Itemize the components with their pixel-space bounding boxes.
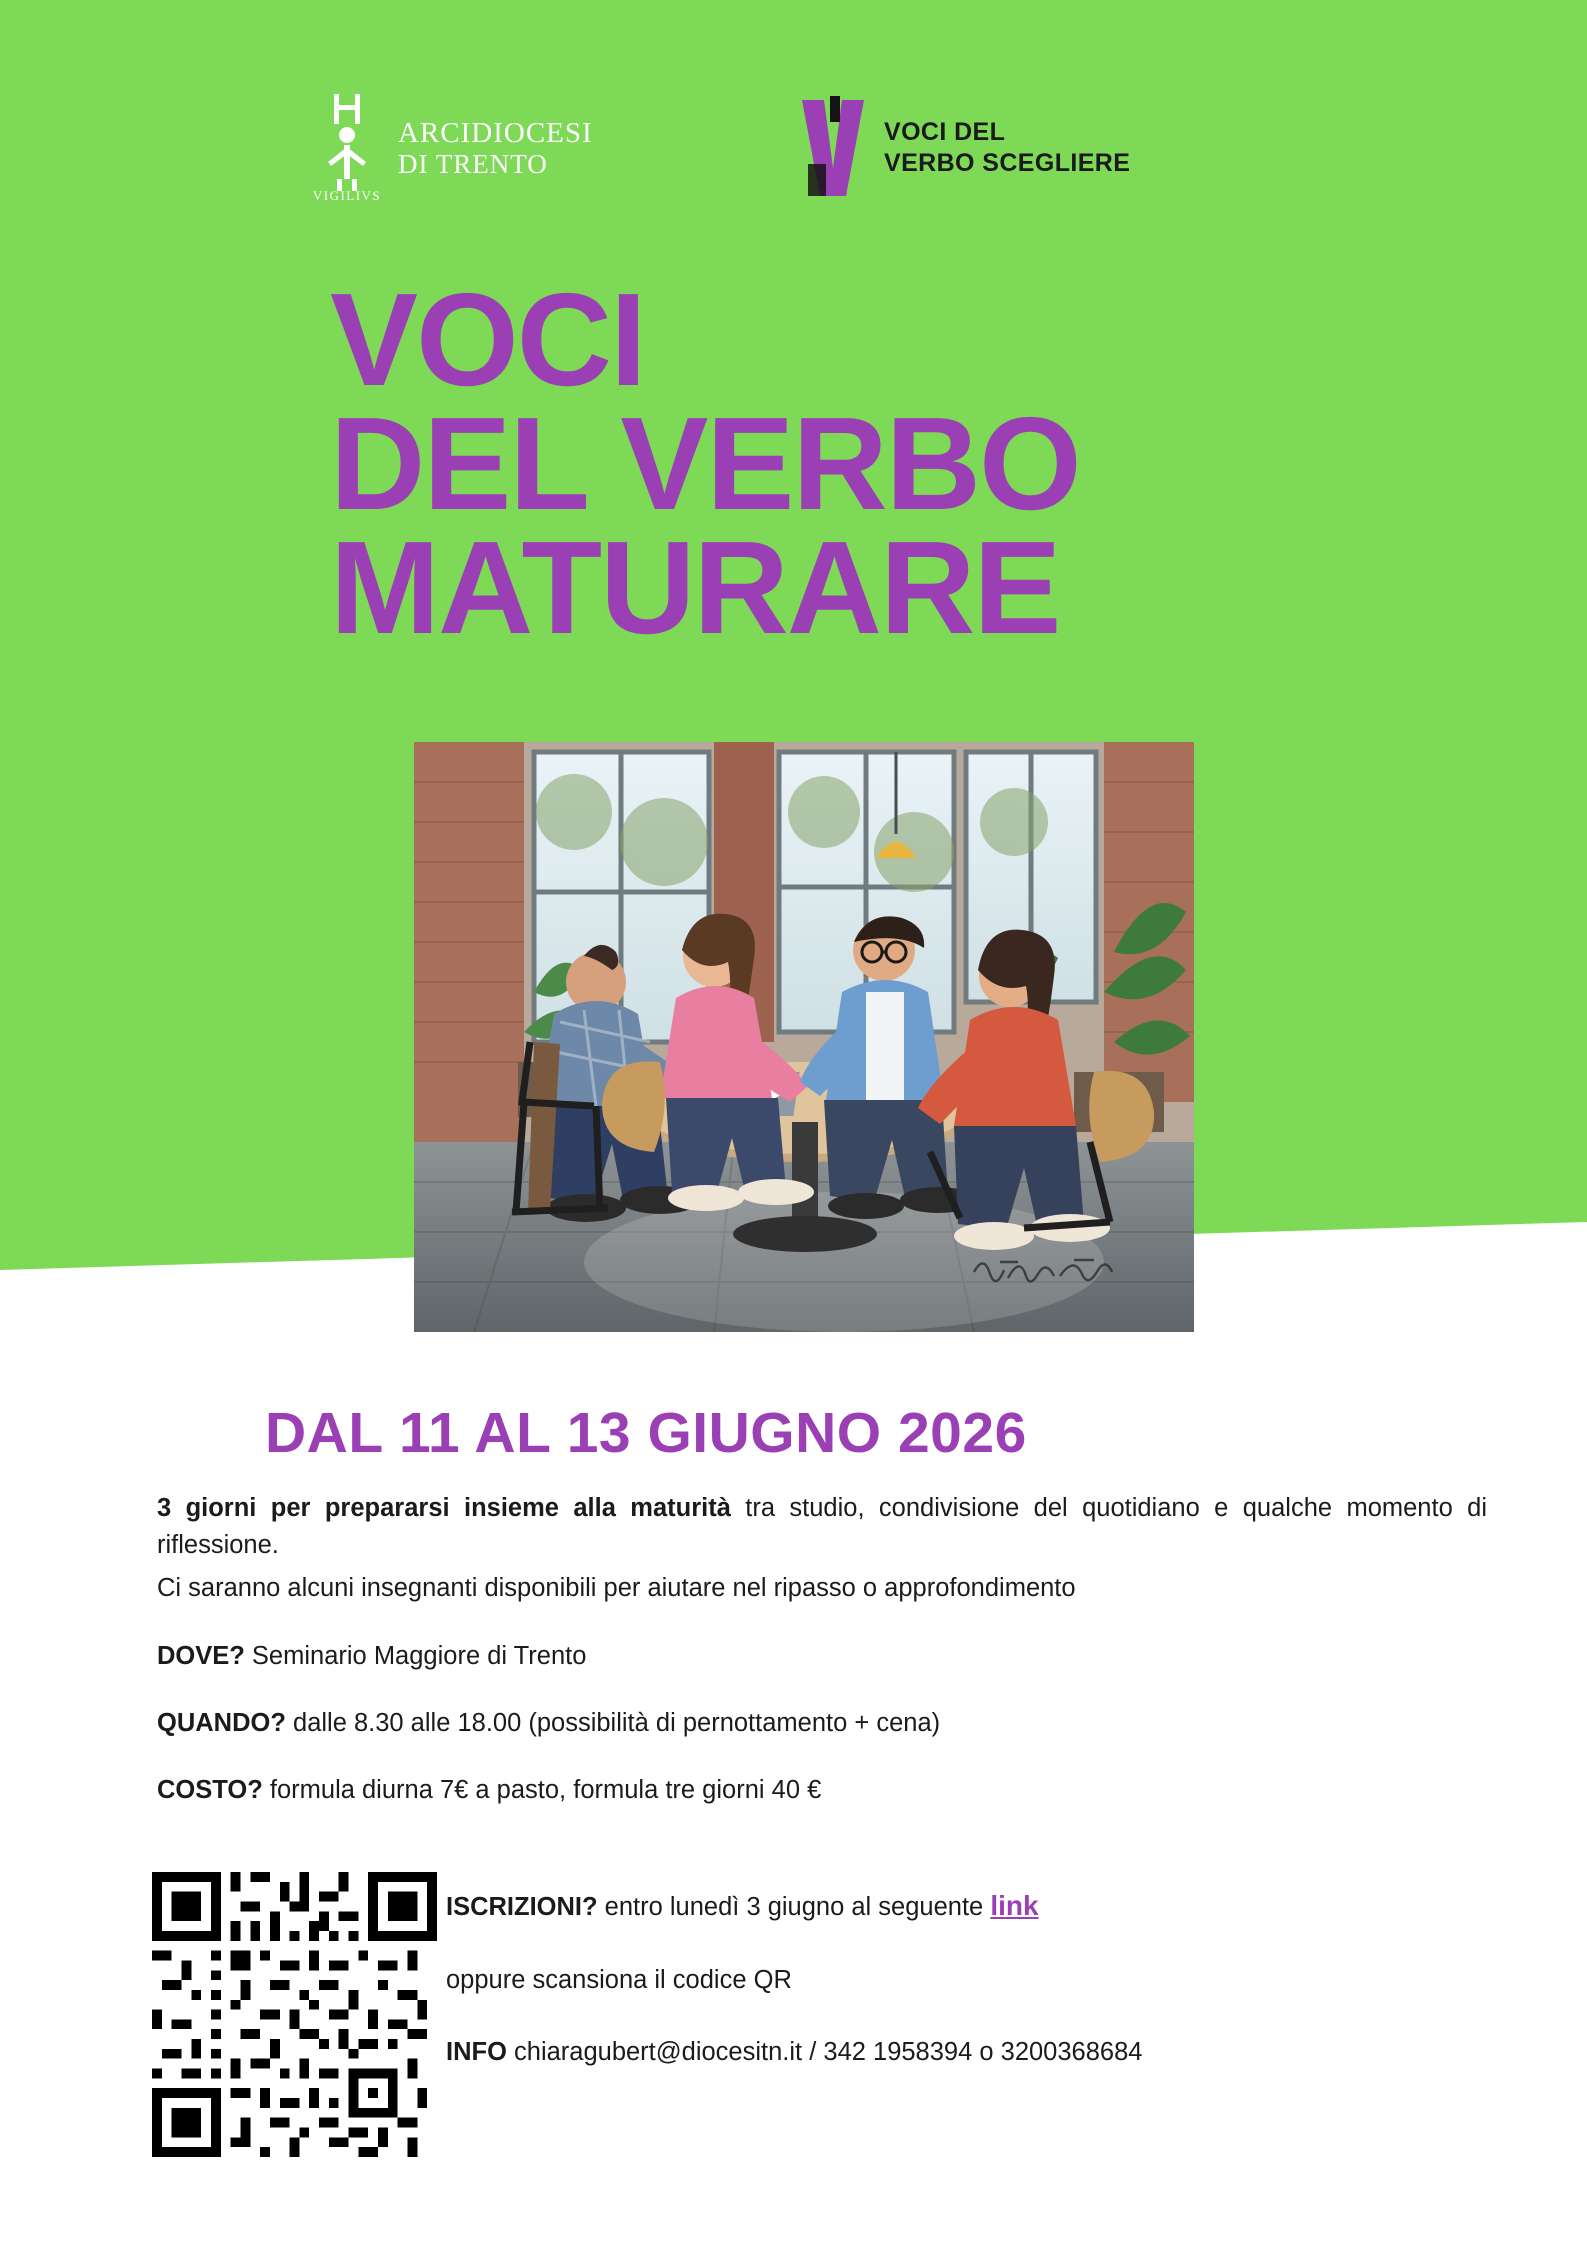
where-row: [157, 1638, 1487, 1675]
when-row: [157, 1705, 1487, 1742]
diocese-logo: [312, 88, 593, 208]
diocese-logo-line1: ARCIDIOCESI: [398, 116, 593, 149]
intro-line2: Ci saranno alcuni insegnanti disponibili per aiutare nel ripasso o approfondimento: [157, 1574, 1076, 1603]
poster-title: [330, 266, 1080, 662]
where-label: DOVE?: [157, 1641, 245, 1670]
poster-title-line1: VOCI: [330, 266, 645, 413]
poster-title-line2: DEL VERBO: [330, 390, 1080, 538]
voci-v-mark-icon: [800, 96, 866, 200]
project-logo-line2: VERBO SCEGLIERE: [884, 149, 1131, 177]
intro-bold: 3 giorni per prepararsi insieme alla maturità: [157, 1494, 731, 1522]
info-label: INFO: [446, 2038, 507, 2067]
cost-row: [157, 1772, 1487, 1809]
registration-link[interactable]: link: [990, 1890, 1039, 1921]
bottom-info-block: [446, 1885, 1496, 2072]
registration-row: [446, 1885, 1496, 1927]
where-value: Seminario Maggiore di Trento: [244, 1641, 587, 1670]
students-photo: [414, 742, 1194, 1332]
registration-label: ISCRIZIONI?: [446, 1893, 598, 1921]
when-value: dalle 8.30 alle 18.00 (possibilità di pernottamento + cena): [285, 1708, 941, 1737]
diocese-logo-text: [398, 117, 593, 180]
date-headline: DAL 11 AL 13 GIUGNO 2026: [265, 1401, 1027, 1465]
cost-label: COSTO?: [157, 1776, 263, 1805]
poster-title-line3: MATURARE: [330, 514, 1060, 662]
vigilius-crest-icon: [312, 88, 382, 208]
intro-rest: tra studio, condivisione del quotidiano e qualche momento di riflessione.: [157, 1494, 1487, 1560]
registration-value: entro lunedì 3 giugno al seguente: [597, 1893, 991, 1921]
crest-caption: VIGILIVS: [312, 188, 382, 203]
info-row: [446, 2033, 1496, 2071]
project-logo: [800, 96, 1130, 200]
when-label: QUANDO?: [157, 1708, 286, 1737]
qr-code[interactable]: [152, 1872, 437, 2157]
project-logo-line1: VOCI DEL: [884, 117, 1006, 146]
info-value: chiaragubert@diocesitn.it / 342 1958394 o 3200368684: [506, 2038, 1143, 2067]
body-text-block: [157, 1490, 1487, 1809]
logo-row: [0, 88, 1587, 218]
qr-note-row: oppure scansiona il codice QR: [446, 1966, 792, 1994]
intro-paragraph: [157, 1490, 1487, 1564]
project-logo-text: [884, 117, 1130, 180]
cost-value: formula diurna 7€ a pasto, formula tre giorni 40 €: [262, 1776, 822, 1805]
diocese-logo-line2: DI TRENTO: [398, 149, 548, 180]
